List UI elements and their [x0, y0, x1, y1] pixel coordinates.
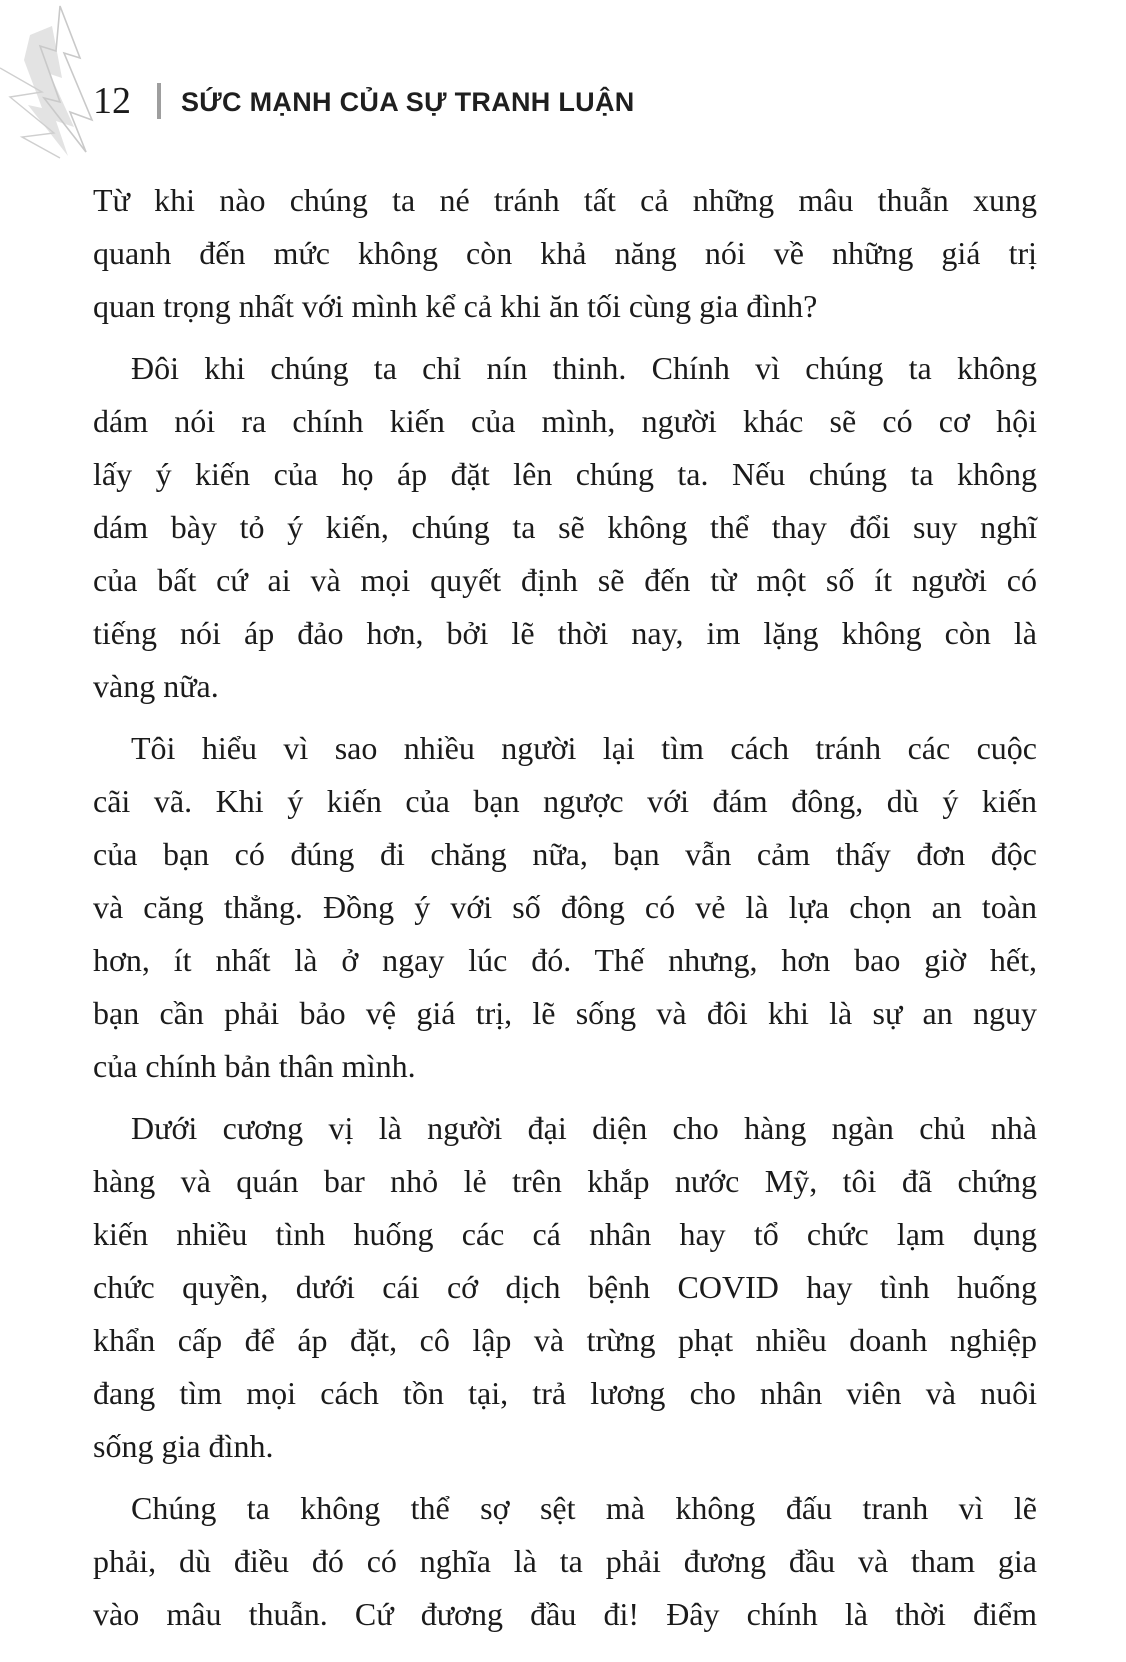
paragraph	[93, 174, 1037, 333]
text-line: tiếng nói áp đảo hơn, bởi lẽ thời nay, im lặng không còn là	[93, 615, 1037, 651]
text-line: sống gia đình.	[93, 1428, 274, 1464]
text-line: cãi vã. Khi ý kiến của bạn ngược với đám đông, dù ý kiến	[93, 783, 1037, 819]
text-line: đang tìm mọi cách tồn tại, trả lương cho nhân viên và nuôi	[93, 1375, 1037, 1411]
running-head-title: SỨC MẠNH CỦA SỰ TRANH LUẬN	[181, 86, 635, 117]
paragraph	[93, 342, 1037, 713]
text-line: lấy ý kiến của họ áp đặt lên chúng ta. Nếu chúng ta không	[93, 456, 1037, 492]
text-line: Tôi hiểu vì sao nhiều người lại tìm cách tránh các cuộc	[131, 730, 1037, 766]
text-line: kiến nhiều tình huống các cá nhân hay tổ chức lạm dụng	[93, 1216, 1037, 1252]
text-line: quan trọng nhất với mình kể cả khi ăn tối cùng gia đình?	[93, 288, 818, 324]
paragraph	[93, 1482, 1037, 1641]
header-divider	[157, 83, 161, 119]
text-line: của bất cứ ai và mọi quyết định sẽ đến từ một số ít người có	[93, 562, 1037, 598]
text-line: hàng và quán bar nhỏ lẻ trên khắp nước Mỹ, tôi đã chứng	[93, 1163, 1037, 1199]
text-line: của chính bản thân mình.	[93, 1048, 416, 1084]
text-line: bạn cần phải bảo vệ giá trị, lẽ sống và đôi khi là sự an nguy	[93, 995, 1037, 1031]
paragraph	[93, 1102, 1037, 1473]
body-text	[93, 174, 1037, 1650]
text-line: dám nói ra chính kiến của mình, người khác sẽ có cơ hội	[93, 403, 1037, 439]
text-line: chức quyền, dưới cái cớ dịch bệnh COVID hay tình huống	[93, 1269, 1037, 1305]
text-line: vào mâu thuẫn. Cứ đương đầu đi! Đây chính là thời điểm	[93, 1596, 1037, 1632]
text-line: Đôi khi chúng ta chỉ nín thinh. Chính vì chúng ta không	[131, 350, 1037, 386]
text-line: hơn, ít nhất là ở ngay lúc đó. Thế nhưng, hơn bao giờ hết,	[93, 942, 1037, 978]
text-line: quanh đến mức không còn khả năng nói về những giá trị	[93, 235, 1037, 271]
paragraph	[93, 722, 1037, 1093]
text-line: Từ khi nào chúng ta né tránh tất cả những mâu thuẫn xung	[93, 182, 1037, 218]
text-line: của bạn có đúng đi chăng nữa, bạn vẫn cảm thấy đơn độc	[93, 836, 1037, 872]
text-line: dám bày tỏ ý kiến, chúng ta sẽ không thể thay đổi suy nghĩ	[93, 509, 1037, 545]
page-header	[93, 82, 635, 120]
text-line: Chúng ta không thể sợ sệt mà không đấu tranh vì lẽ	[131, 1490, 1037, 1526]
text-line: và căng thẳng. Đồng ý với số đông có vẻ là lựa chọn an toàn	[93, 889, 1037, 925]
page-number: 12	[93, 80, 131, 122]
text-line: Dưới cương vị là người đại diện cho hàng ngàn chủ nhà	[131, 1110, 1037, 1146]
text-line: phải, dù điều đó có nghĩa là ta phải đương đầu và tham gia	[93, 1543, 1037, 1579]
text-line: vàng nữa.	[93, 668, 219, 704]
text-line: khẩn cấp để áp đặt, cô lập và trừng phạt nhiều doanh nghiệp	[93, 1322, 1037, 1358]
